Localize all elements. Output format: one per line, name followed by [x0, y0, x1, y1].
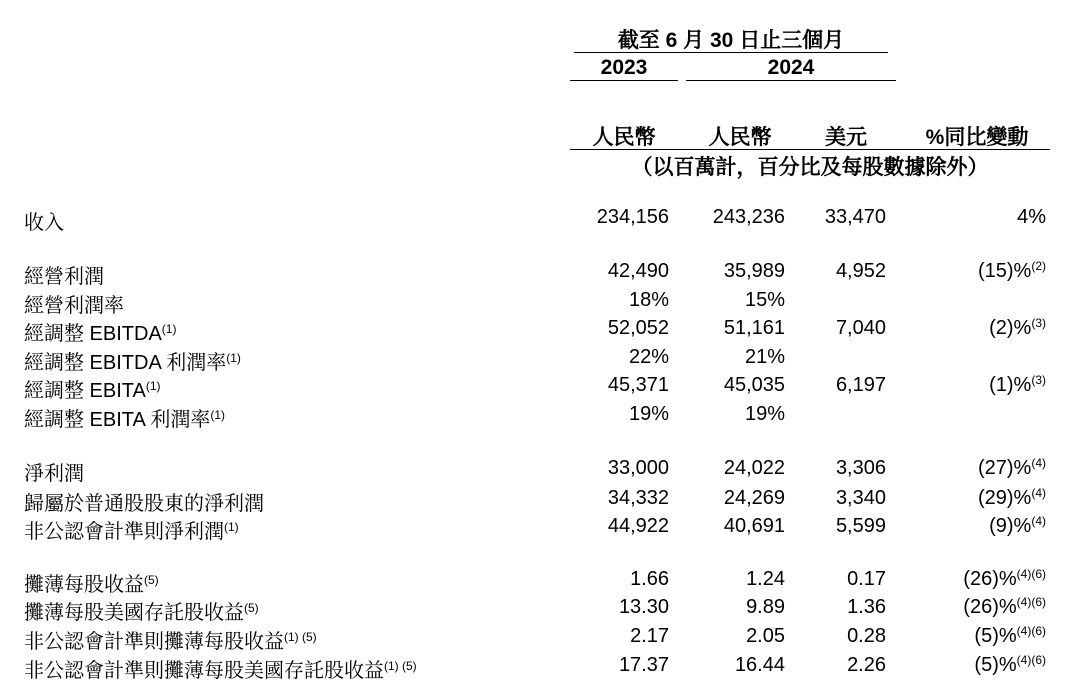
value-usd-2024: 5,599	[835, 515, 886, 537]
value-yoy-change: (1)%$^{(3)}$	[989, 373, 1046, 396]
value-rmb-2024: 16.44	[734, 654, 785, 676]
footnote-marker: (4)(6)	[1016, 567, 1046, 581]
value-rmb-2023: 19%	[628, 403, 669, 425]
value-yoy-change: 4%	[1017, 206, 1046, 228]
value-rmb-2024: 15%	[744, 289, 785, 311]
footnote-marker: (1)	[224, 520, 239, 534]
value-yoy-change: (27)%$^{(4)}$	[977, 456, 1046, 479]
row-label: 攤薄每股收益$^{(5)}$	[24, 573, 159, 596]
value-rmb-2024: 19%	[744, 403, 785, 425]
value-usd-2024: 1.36	[847, 596, 886, 618]
value-usd-2024: 3,340	[835, 487, 886, 509]
row-label: 非公認會計準則攤薄每股收益$^{(1) (5)}$	[24, 630, 317, 653]
footnote-marker: (2)	[1031, 259, 1046, 273]
footnote-marker: (4)	[1031, 456, 1046, 470]
footnote-marker: (4)(6)	[1016, 624, 1046, 638]
value-rmb-2024: 1.24	[746, 568, 785, 590]
row-label: 非公認會計準則淨利潤$^{(1)}$	[24, 520, 239, 543]
year-2023-rule	[570, 80, 678, 81]
row-label: 經營利潤率	[24, 295, 124, 317]
value-yoy-change: (29)%$^{(4)}$	[977, 486, 1046, 509]
value-rmb-2024: 35,989	[723, 260, 785, 282]
value-usd-2024: 33,470	[824, 206, 886, 228]
value-yoy-change: (15)%$^{(2)}$	[977, 259, 1046, 282]
value-usd-2024: 4,952	[835, 260, 886, 282]
value-rmb-2023: 52,052	[607, 317, 669, 339]
footnote-marker: (1) (5)	[284, 630, 317, 644]
value-rmb-2023: 45,371	[607, 374, 669, 396]
footnote-marker: (3)	[1031, 316, 1046, 330]
value-rmb-2023: 17.37	[618, 654, 669, 676]
row-label: 非公認會計準則攤薄每股美國存託股收益$^{(1) (5)}$	[24, 659, 417, 682]
footnote-marker: (5)	[144, 573, 159, 587]
value-yoy-change: (5)%$^{(4)(6)}$	[974, 624, 1046, 647]
period-rule	[574, 52, 888, 53]
row-label: 攤薄每股美國存託股收益$^{(5)}$	[24, 601, 259, 624]
value-rmb-2023: 2.17	[630, 625, 669, 647]
footnote-marker: (4)(6)	[1016, 595, 1046, 609]
footnote-marker: (1) (5)	[384, 659, 417, 673]
value-rmb-2023: 13.30	[618, 596, 669, 618]
row-label: 歸屬於普通股股東的淨利潤	[24, 493, 264, 515]
value-rmb-2024: 45,035	[723, 374, 785, 396]
value-rmb-2023: 22%	[628, 346, 669, 368]
value-rmb-2023: 18%	[628, 289, 669, 311]
footnote-marker: (4)	[1031, 486, 1046, 500]
value-rmb-2024: 24,022	[723, 457, 785, 479]
value-rmb-2024: 21%	[744, 346, 785, 368]
value-rmb-2023: 44,922	[607, 515, 669, 537]
row-label: 經營利潤	[24, 266, 104, 288]
period-header: 截至 6 月 30 日止三個月	[617, 29, 845, 52]
value-usd-2024: 0.28	[847, 625, 886, 647]
unit-note: （以百萬計，百分比及每股數據除外）	[631, 156, 989, 179]
value-yoy-change: (5)%$^{(4)(6)}$	[974, 653, 1046, 676]
col-header-yoy: %同比變動	[925, 126, 1029, 149]
row-label: 經調整 EBITA 利潤率$^{(1)}$	[24, 408, 225, 431]
value-rmb-2024: 243,236	[712, 206, 785, 228]
value-rmb-2023: 33,000	[607, 457, 669, 479]
value-rmb-2023: 1.66	[630, 568, 669, 590]
value-usd-2024: 6,197	[835, 374, 886, 396]
footnote-marker: (1)	[210, 408, 225, 422]
year-2024-rule	[686, 80, 896, 81]
footnote-marker: (4)(6)	[1016, 653, 1046, 667]
footnote-marker: (1)	[161, 322, 177, 336]
value-usd-2024: 0.17	[847, 568, 886, 590]
value-usd-2024: 2.26	[847, 654, 886, 676]
value-rmb-2024: 24,269	[723, 487, 785, 509]
row-label: 淨利潤	[24, 463, 84, 485]
col-header-usd: 美元	[825, 126, 867, 149]
value-usd-2024: 7,040	[835, 317, 886, 339]
value-rmb-2023: 34,332	[607, 487, 669, 509]
col-header-rule	[570, 149, 1050, 150]
row-label: 經調整 EBITDA 利潤率$^{(1)}$	[24, 351, 241, 374]
value-rmb-2024: 2.05	[746, 625, 785, 647]
value-rmb-2023: 42,490	[607, 260, 669, 282]
footnote-marker: (5)	[244, 601, 259, 615]
row-label: 經調整 EBITDA$^{(1)}$	[24, 322, 177, 345]
footnote-marker: (4)	[1031, 514, 1046, 528]
footnote-marker: (3)	[1031, 373, 1046, 387]
col-header-rmb-2023: 人民幣	[592, 126, 656, 149]
value-rmb-2023: 234,156	[596, 206, 669, 228]
col-header-rmb-2024: 人民幣	[708, 126, 772, 149]
value-usd-2024: 3,306	[835, 457, 886, 479]
footnote-marker: (1)	[226, 351, 241, 365]
footnote-marker: (1)	[145, 379, 161, 393]
value-rmb-2024: 9.89	[746, 596, 785, 618]
year-2023-header: 2023	[600, 56, 648, 79]
value-rmb-2024: 51,161	[723, 317, 785, 339]
row-label: 經調整 EBITA$^{(1)}$	[24, 379, 161, 402]
value-rmb-2024: 40,691	[723, 515, 785, 537]
row-label: 收入	[24, 212, 64, 234]
year-2024-header: 2024	[767, 56, 815, 79]
value-yoy-change: (26)%$^{(4)(6)}$	[963, 595, 1046, 618]
value-yoy-change: (9)%$^{(4)}$	[989, 514, 1046, 537]
value-yoy-change: (26)%$^{(4)(6)}$	[963, 567, 1046, 590]
value-yoy-change: (2)%$^{(3)}$	[989, 316, 1046, 339]
